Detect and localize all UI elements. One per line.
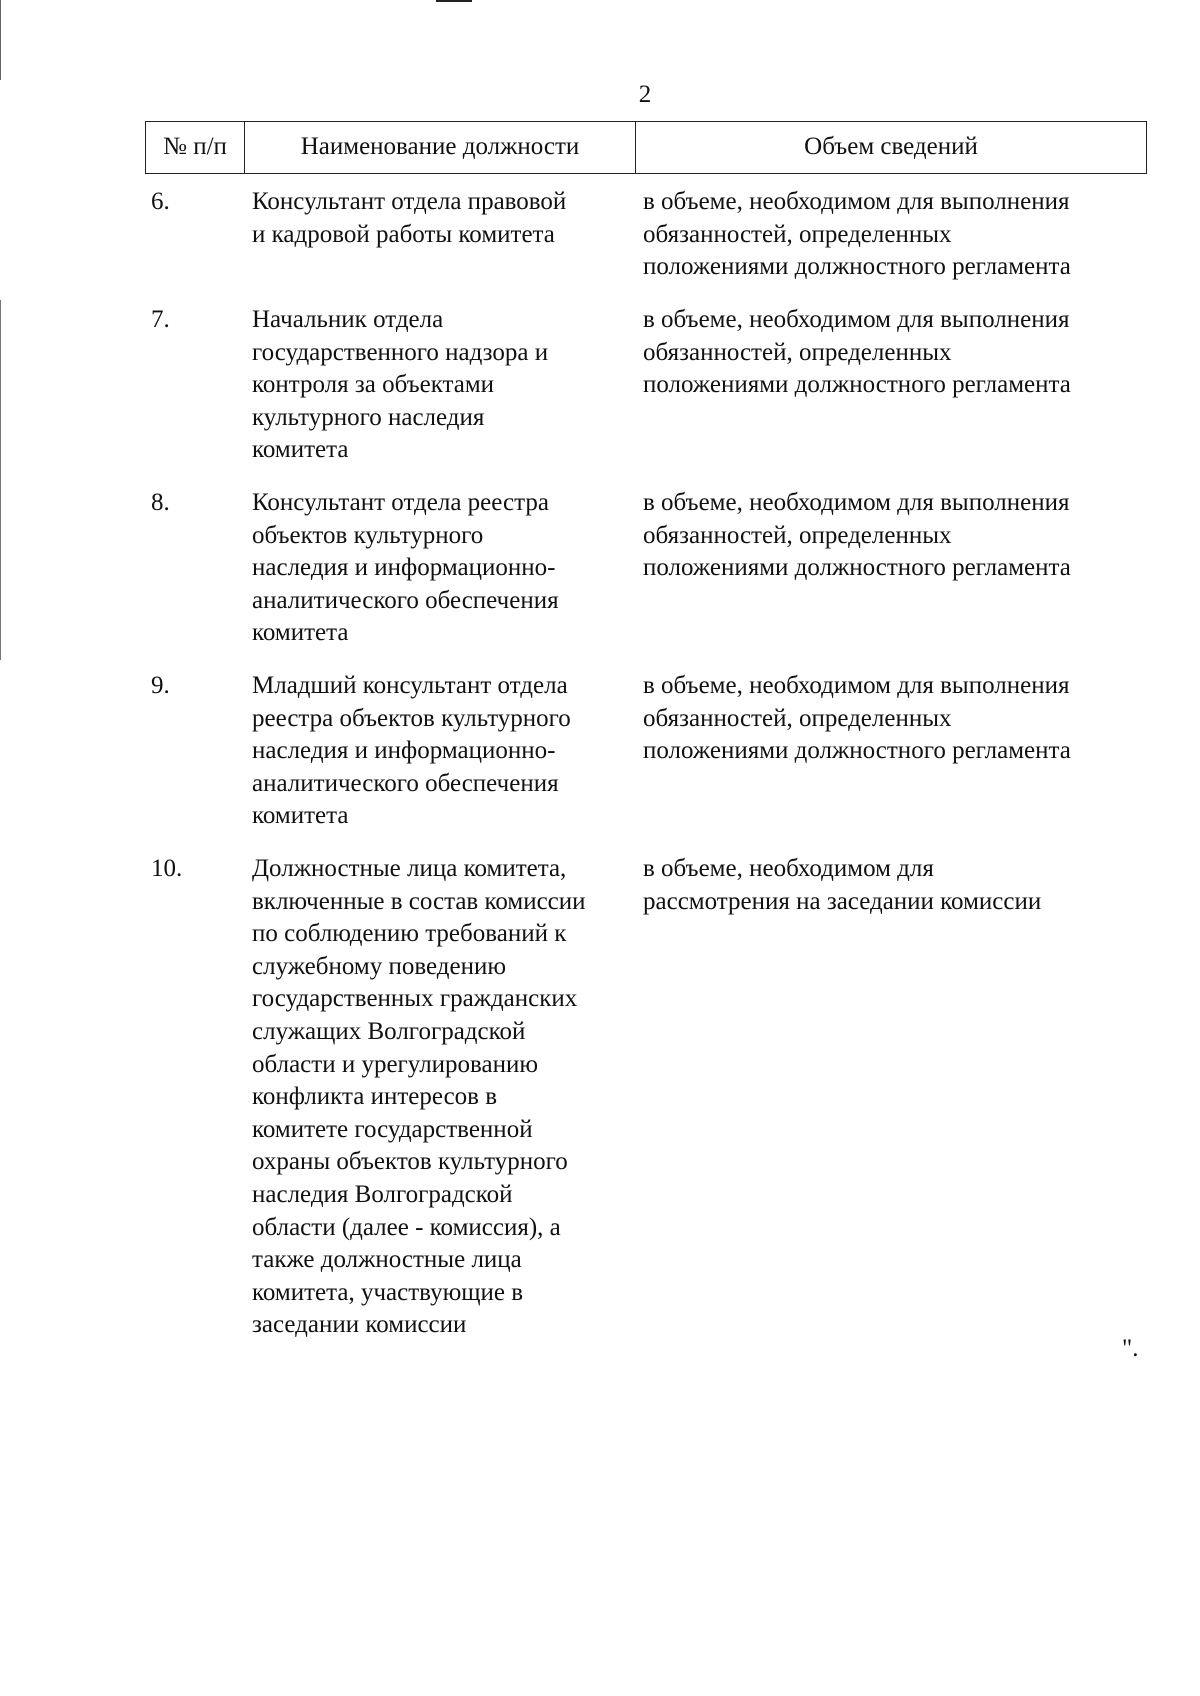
position-line: и кадровой работы комитета (252, 220, 555, 248)
scan-mark-top (436, 0, 472, 2)
position-line: служебному поведению (252, 952, 507, 980)
scope-line: обязанностей, определенных (643, 338, 952, 366)
row-position (252, 304, 642, 467)
position-line: аналитического обеспечения (252, 769, 559, 797)
position-line: аналитического обеспечения (252, 586, 559, 614)
scope-line: обязанностей, определенных (643, 220, 952, 248)
position-line: реестра объектов культурного (252, 704, 571, 732)
scope-line: положениями должностного регламента (643, 371, 1071, 399)
scope-line: положениями должностного регламента (643, 253, 1071, 281)
row-scope (643, 487, 1163, 585)
row-number: 8. (151, 489, 170, 516)
scope-line: в объеме, необходимом для выполнения (643, 188, 1070, 215)
closing-quote-mark: ". (1122, 1335, 1139, 1362)
position-line: по соблюдению требований к (252, 920, 567, 948)
position-line: Младший консультант отдела (252, 672, 568, 699)
scope-line: в объеме, необходимом для выполнения (643, 672, 1070, 699)
row-scope (643, 186, 1163, 284)
row-number: 10. (151, 855, 183, 882)
position-line: комитета (252, 802, 349, 830)
position-line: культурного наследия (252, 403, 485, 431)
position-line: комитете государственной (252, 1115, 533, 1143)
position-line: контроля за объектами (252, 371, 495, 399)
page-number: 2 (638, 81, 652, 108)
position-line: наследия и информационно- (252, 554, 556, 582)
position-line: включенные в состав комиссии (252, 887, 586, 915)
position-line: комитета (252, 436, 349, 464)
scan-mark-left-top (0, 0, 1, 80)
row-scope (643, 670, 1163, 768)
scope-line: обязанностей, определенных (643, 704, 952, 732)
row-position (252, 487, 642, 650)
row-number: 9. (151, 672, 170, 699)
position-line: Должностные лица комитета, (252, 855, 567, 882)
scope-line: обязанностей, определенных (643, 521, 952, 549)
table-header (145, 121, 1147, 174)
position-line: Консультант отдела реестра (252, 489, 549, 516)
row-position (252, 670, 642, 833)
position-line: наследия и информационно- (252, 737, 556, 765)
header-number: № п/п (146, 122, 245, 173)
position-line: государственных гражданских (252, 985, 578, 1013)
row-scope (643, 853, 1163, 918)
position-line: конфликта интересов в (252, 1083, 498, 1111)
position-line: области (далее - комиссия), а (252, 1213, 561, 1241)
header-position: Наименование должности (245, 122, 636, 173)
scope-line: положениями должностного регламента (643, 554, 1071, 582)
position-line: служащих Волгоградской (252, 1017, 526, 1045)
position-line: Консультант отдела правовой (252, 188, 567, 215)
position-line: государственного надзора и (252, 338, 549, 366)
scope-line: положениями должностного регламента (643, 737, 1071, 765)
row-position (252, 186, 642, 251)
position-line: объектов культурного (252, 521, 484, 549)
row-scope (643, 304, 1163, 402)
row-number: 7. (151, 306, 170, 333)
position-line: заседании комиссии (252, 1311, 467, 1339)
scope-line: рассмотрения на заседании комиссии (643, 887, 1042, 915)
header-scope: Объем сведений (804, 133, 978, 160)
position-line: наследия Волгоградской (252, 1180, 513, 1208)
position-line: охраны объектов культурного (252, 1148, 568, 1176)
position-line: области и урегулированию (252, 1050, 539, 1078)
position-line: также должностные лица (252, 1246, 522, 1274)
scope-line: в объеме, необходимом для выполнения (643, 306, 1070, 333)
row-position (252, 853, 642, 1342)
scan-mark-left (0, 300, 1, 660)
position-line: комитета, участвующие в (252, 1278, 524, 1306)
position-line: Начальник отдела (252, 306, 444, 333)
scope-line: в объеме, необходимом для (643, 855, 934, 882)
position-line: комитета (252, 619, 349, 647)
scope-line: в объеме, необходимом для выполнения (643, 489, 1070, 516)
row-number: 6. (151, 188, 170, 215)
